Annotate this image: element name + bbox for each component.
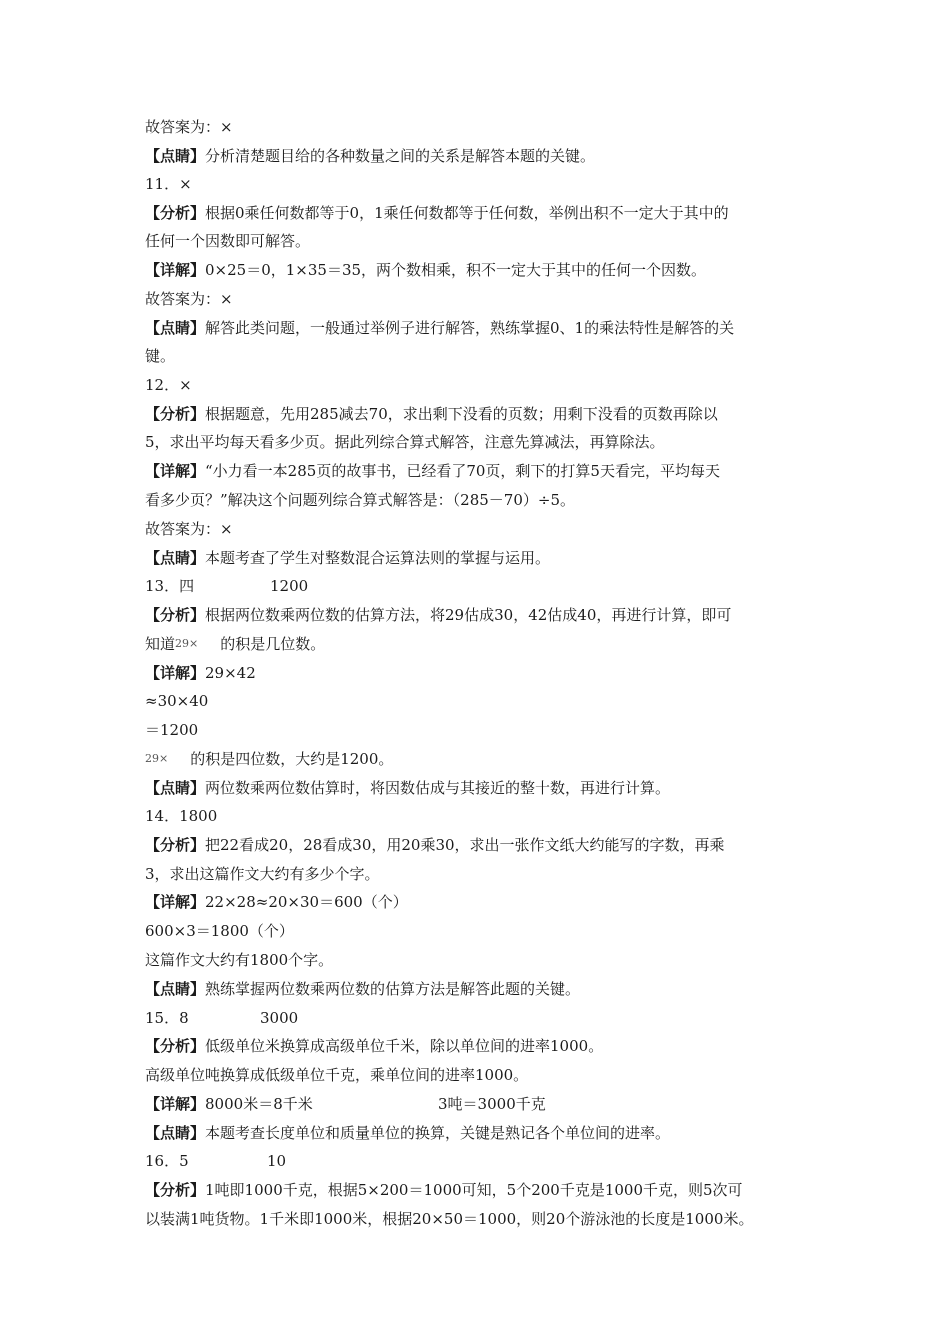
analysis-line-cont: 5，求出平均每天看多少页。据此列综合算式解答，注意先算减法，再算除法。 [145, 433, 665, 451]
analysis-line-cont: 以装满1吨货物。1千米即1000米，根据20×50＝1000，则20个游泳池的长度是1000米。 [145, 1210, 754, 1228]
question-16-answer: 16．5 10 [145, 1152, 287, 1170]
analysis-tag: 【分析】 [145, 1181, 206, 1199]
analysis-tag: 【分析】 [145, 204, 206, 222]
analysis-line-cont: 高级单位吨换算成低级单位千克，乘单位间的进率1000。 [145, 1066, 529, 1084]
analysis-tag: 【分析】 [145, 1037, 206, 1055]
detail-line-cont: 29× 的积是四位数，大约是1200。 [145, 750, 394, 768]
analysis-line: 【分析】把22看成20，28看成30，用20乘30，求出一张作文纸大约能写的字数，再乘 [145, 836, 725, 854]
comment-tag: 【点睛】 [145, 1124, 206, 1142]
detail-line-cont: 看多少页？”解决这个问题列综合算式解答是：（285－70）÷5。 [145, 491, 576, 509]
detail-tag: 【详解】 [145, 893, 206, 911]
analysis-line-cont: 3，求出这篇作文大约有多少个字。 [145, 865, 380, 883]
analysis-tag: 【分析】 [145, 606, 206, 624]
analysis-line: 【分析】根据0乘任何数都等于0，1乘任何数都等于任何数，举例出积不一定大于其中的 [145, 204, 729, 222]
detail-line-cont: 600×3＝1800（个） [145, 922, 294, 940]
analysis-line: 【分析】根据题意，先用285减去70，求出剩下没看的页数；用剩下没看的页数再除以 [145, 405, 718, 423]
question-15-answer: 15．8 3000 [145, 1009, 299, 1027]
analysis-line: 【分析】根据两位数乘两位数的估算方法，将29估成30，42估成40，再进行计算，即可 [145, 606, 732, 624]
comment-line-cont: 键。 [145, 347, 176, 365]
comment-line: 【点睛】解答此类问题，一般通过举例子进行解答，熟练掌握0、1的乘法特性是解答的关 [145, 319, 735, 337]
question-12-answer: 12．× [145, 376, 192, 394]
detail-tag: 【详解】 [145, 1095, 206, 1113]
detail-line-cont: ＝1200 [145, 721, 199, 739]
comment-tag: 【点睛】 [145, 549, 206, 567]
comment-line: 【点睛】熟练掌握两位数乘两位数的估算方法是解答此题的关键。 [145, 980, 581, 998]
detail-line: 【详解】0×25＝0，1×35＝35，两个数相乘，积不一定大于其中的任何一个因数。 [145, 261, 707, 279]
question-13-answer: 13．四 1200 [145, 577, 309, 595]
detail-tag: 【详解】 [145, 261, 206, 279]
comment-line: 【点睛】本题考查长度单位和质量单位的换算，关键是熟记各个单位间的进率。 [145, 1124, 671, 1142]
question-14-answer: 14．1800 [145, 807, 218, 825]
formula-image: 29× [145, 752, 169, 765]
answer-line: 故答案为：× [145, 118, 233, 136]
comment-tag: 【点睛】 [145, 147, 206, 165]
comment-line: 【点睛】分析清楚题目给的各种数量之间的关系是解答本题的关键。 [145, 147, 596, 165]
analysis-line-cont: 知道29× 的积是几位数。 [145, 635, 326, 653]
comment-line: 【点睛】本题考查了学生对整数混合运算法则的掌握与运用。 [145, 549, 551, 567]
detail-line: 【详解】29×42 [145, 664, 256, 682]
detail-tag: 【详解】 [145, 462, 206, 480]
analysis-line: 【分析】1吨即1000千克，根据5×200＝1000可知，5个200千克是1000千克，则5次可 [145, 1181, 743, 1199]
formula-image: 29× [175, 637, 199, 650]
answer-line: 故答案为：× [145, 520, 233, 538]
detail-line: 【详解】22×28≈20×30＝600（个） [145, 893, 408, 911]
detail-line-cont: 这篇作文大约有1800个字。 [145, 951, 334, 969]
analysis-tag: 【分析】 [145, 405, 206, 423]
comment-line: 【点睛】两位数乘两位数估算时，将因数估成与其接近的整十数，再进行计算。 [145, 779, 671, 797]
question-11-answer: 11．× [145, 175, 192, 193]
analysis-tag: 【分析】 [145, 836, 206, 854]
detail-tag: 【详解】 [145, 664, 206, 682]
detail-line: 【详解】8000米＝8千米 3吨＝3000千克 [145, 1095, 546, 1113]
answer-line: 故答案为：× [145, 290, 233, 308]
analysis-line: 【分析】低级单位米换算成高级单位千米，除以单位间的进率1000。 [145, 1037, 604, 1055]
comment-tag: 【点睛】 [145, 319, 206, 337]
detail-line: 【详解】“小力看一本285页的故事书，已经看了70页，剩下的打算5天看完，平均每天 [145, 462, 720, 480]
comment-tag: 【点睛】 [145, 980, 206, 998]
analysis-line-cont: 任何一个因数即可解答。 [145, 232, 311, 250]
comment-tag: 【点睛】 [145, 779, 206, 797]
detail-line-cont: ≈30×40 [145, 692, 209, 710]
